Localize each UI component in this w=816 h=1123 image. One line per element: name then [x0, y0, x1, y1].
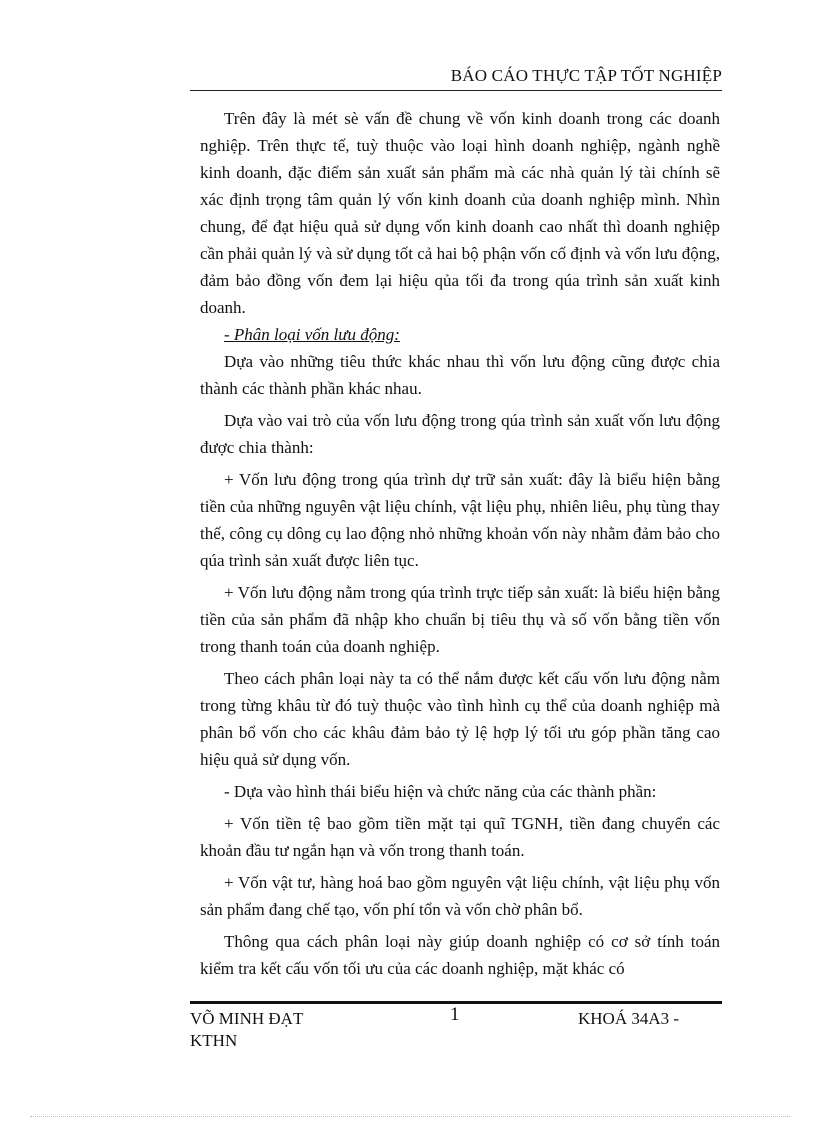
- paragraph-intro: Trên đây là mét sè vấn đề chung về vốn kinh doanh trong các doanh nghiệp. Trên thực tế, tuỳ thuộc vào loại hình doanh nghiệp, ngành nghề kinh doanh, đặc điểm sản xuất sản phẩm mà các nhà quản lý tài chính sẽ xác định trọng tâm quản lý vốn kinh doanh của doanh nghiệp mình. Nhìn chung, để đạt hiệu quả sử dụng vốn kinh doanh cao nhất thì doanh nghiệp cần phải quản lý và sử dụng tốt cả hai bộ phận vốn cố định và vốn lưu động, đảm bảo đồng vốn đem lại hiệu qủa tối đa trong qúa trình sản xuất kinh doanh.: [200, 109, 720, 317]
- paragraph-classification: Dựa vào những tiêu thức khác nhau thì vốn lưu động cũng được chia thành các thành phần khác nhau.: [200, 352, 720, 398]
- paragraph-monetary-capital: + Vốn tiền tệ bao gồm tiền mặt tại quĩ TGNH, tiền đang chuyển các khoản đầu tư ngắn hạn và vốn trong thanh toán.: [200, 814, 720, 860]
- footer-course: KHOÁ 34A3 -: [578, 1009, 680, 1028]
- paragraph-reserve-capital: + Vốn lưu động trong qúa trình dự trữ sản xuất: đây là biểu hiện bằng tiền của những nguyên vật liệu chính, vật liệu phụ, nhiên liêu, phụ tùng thay thế, công cụ dông cụ lao động nhỏ những khoản vốn này nhằm đảm bảo cho qúa trình sản xuất được liên tục.: [200, 470, 720, 570]
- paragraph-production-capital: + Vốn lưu động nằm trong qúa trình trực tiếp sản xuất: là biểu hiện bằng tiền của sản phẩm đã nhập kho chuẩn bị tiêu thụ và số vốn bằng tiền vốn trong thanh toán của doanh nghiệp.: [200, 583, 720, 656]
- paragraph-structure: Theo cách phân loại này ta có thể nắm được kết cấu vốn lưu động nằm trong từng khâu từ đó tuỳ thuộc vào tình hình cụ thể của doanh nghiệp mà phân bổ vốn cho các khâu đảm bảo tỷ lệ hợp lý tối ưu góp phần tăng cao hiệu quả sử dụng vốn.: [200, 669, 720, 769]
- header-divider: [190, 90, 722, 91]
- page-header-title: BÁO CÁO THỰC TẬP TỐT NGHIỆP: [450, 66, 722, 85]
- document-body: [200, 105, 720, 987]
- page-number: 1: [450, 1004, 460, 1025]
- footer-author: VÕ MINH ĐẠT KTHN: [190, 1009, 304, 1050]
- paragraph-form-criteria: - Dựa vào hình thái biểu hiện và chức năng của các thành phần:: [224, 782, 657, 801]
- paragraph-material-capital: + Vốn vật tư, hàng hoá bao gồm nguyên vật liệu chính, vật liệu phụ vốn sản phẩm đang chế tạo, vốn phí tổn và vốn chờ phân bổ.: [200, 873, 720, 919]
- paragraph-conclusion: Thông qua cách phân loại này giúp doanh nghiệp có cơ sở tính toán kiểm tra kết cấu vốn tối ưu của các doanh nghiệp, mặt khác có: [200, 932, 720, 978]
- paragraph-role-criteria: Dựa vào vai trò của vốn lưu động trong qúa trình sản xuất vốn lưu động được chia thành:: [200, 411, 720, 457]
- page-bottom-border: [30, 1116, 790, 1117]
- section-subheading: - Phân loại vốn lưu động:: [224, 325, 400, 344]
